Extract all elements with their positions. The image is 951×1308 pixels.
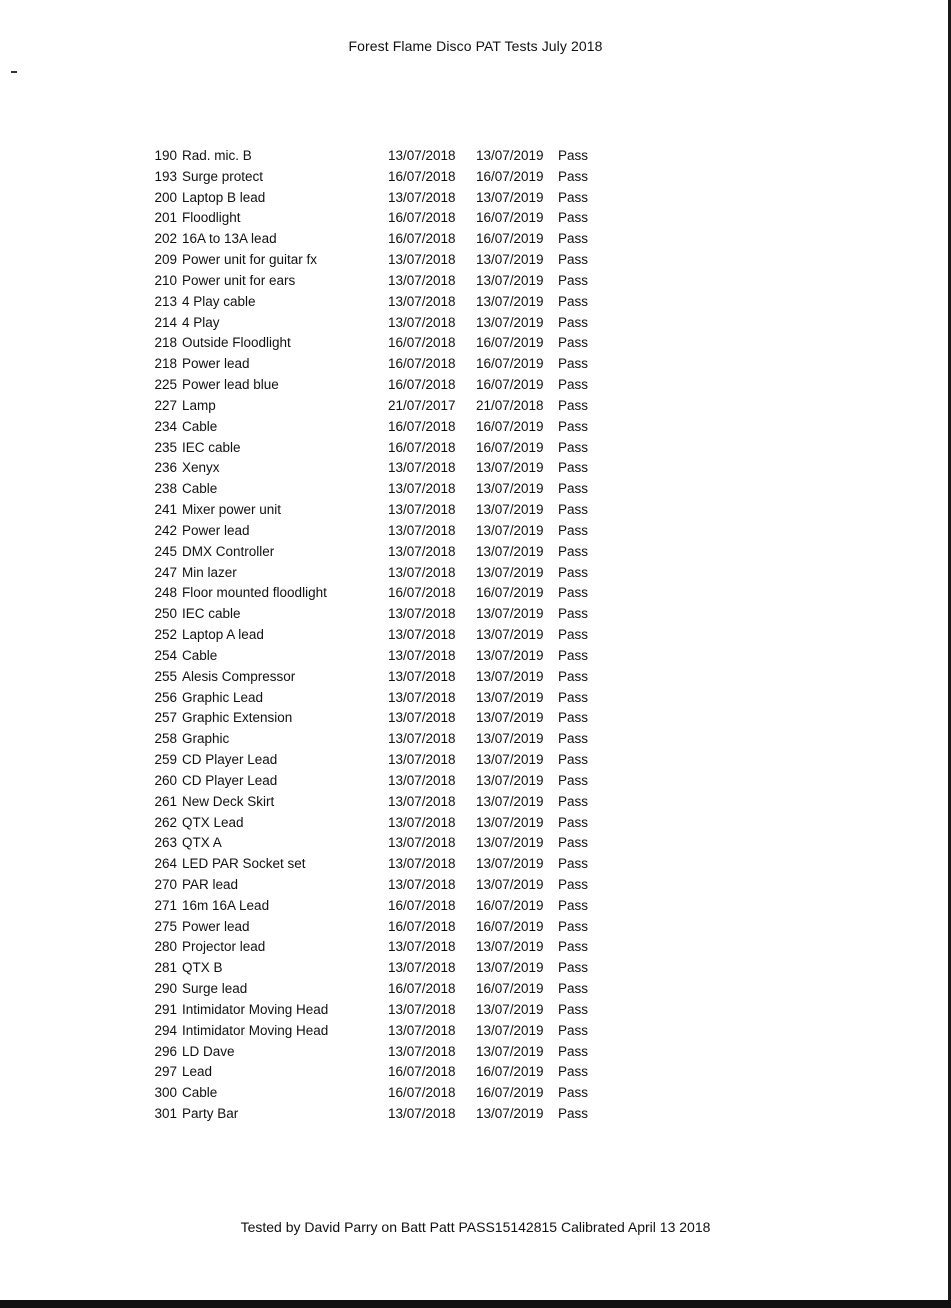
test-date: 13/07/2018 <box>388 689 456 705</box>
table-row <box>0 667 951 688</box>
test-result: Pass <box>558 981 589 997</box>
test-date: 13/07/2018 <box>388 272 456 288</box>
retest-date: 13/07/2019 <box>476 772 544 788</box>
item-number: 209 <box>154 252 177 268</box>
item-number: 261 <box>154 793 177 809</box>
item-name: Party Bar <box>182 1106 239 1122</box>
table-row <box>0 354 951 375</box>
test-result: Pass <box>558 314 589 330</box>
table-row <box>0 438 951 459</box>
test-date: 13/07/2018 <box>388 1022 456 1038</box>
table-row <box>0 542 951 563</box>
item-number: 190 <box>154 148 177 163</box>
table-row <box>0 583 951 604</box>
item-number: 264 <box>154 856 177 872</box>
test-date: 16/07/2018 <box>388 439 456 455</box>
test-result: Pass <box>558 564 589 580</box>
retest-date: 13/07/2019 <box>476 481 544 497</box>
item-name: Alesis Compressor <box>182 668 296 684</box>
item-name: Graphic Extension <box>182 710 293 726</box>
item-number: 257 <box>154 710 177 726</box>
item-name: Cable <box>182 418 218 434</box>
test-date: 13/07/2018 <box>388 710 456 726</box>
table-row <box>0 771 951 792</box>
test-result: Pass <box>558 1064 589 1080</box>
retest-date: 16/07/2019 <box>476 231 544 247</box>
table-row <box>0 604 951 625</box>
scan-mark <box>11 71 17 73</box>
table-row <box>0 396 951 417</box>
test-result: Pass <box>558 418 589 434</box>
item-number: 193 <box>154 168 177 184</box>
test-date: 13/07/2018 <box>388 856 456 872</box>
test-result: Pass <box>558 876 589 892</box>
test-result: Pass <box>558 1085 589 1101</box>
table-row <box>0 792 951 813</box>
item-number: 296 <box>154 1043 177 1059</box>
item-name: DMX Controller <box>182 543 275 559</box>
table-row <box>0 917 951 938</box>
test-result: Pass <box>558 481 589 497</box>
table-row <box>0 1042 951 1063</box>
table-row <box>0 896 951 917</box>
item-name: Min lazer <box>182 564 237 580</box>
test-result: Pass <box>558 814 589 830</box>
item-number: 297 <box>154 1064 177 1080</box>
test-date: 16/07/2018 <box>388 210 456 226</box>
test-result: Pass <box>558 668 589 684</box>
test-result: Pass <box>558 1106 589 1122</box>
test-result: Pass <box>558 752 589 768</box>
table-row <box>0 958 951 979</box>
test-date: 13/07/2018 <box>388 752 456 768</box>
item-number: 200 <box>154 189 177 205</box>
test-date: 16/07/2018 <box>388 418 456 434</box>
table-row <box>0 563 951 584</box>
item-number: 225 <box>154 377 177 393</box>
retest-date: 13/07/2019 <box>476 647 544 663</box>
item-number: 270 <box>154 876 177 892</box>
table-row <box>0 1104 951 1125</box>
test-date: 16/07/2018 <box>388 377 456 393</box>
table-row <box>0 521 951 542</box>
test-result: Pass <box>558 772 589 788</box>
test-date: 13/07/2018 <box>388 731 456 747</box>
test-date: 16/07/2018 <box>388 335 456 351</box>
table-row <box>0 937 951 958</box>
item-number: 201 <box>154 210 177 226</box>
item-name: QTX B <box>182 960 223 976</box>
item-number: 235 <box>154 439 177 455</box>
table-row <box>0 188 951 209</box>
test-date: 13/07/2018 <box>388 627 456 643</box>
test-date: 16/07/2018 <box>388 231 456 247</box>
item-name: Power lead <box>182 522 250 538</box>
test-date: 13/07/2018 <box>388 835 456 851</box>
item-name: Laptop A lead <box>182 627 264 643</box>
table-row <box>0 292 951 313</box>
test-result: Pass <box>558 918 589 934</box>
test-date: 13/07/2018 <box>388 543 456 559</box>
table-row <box>0 708 951 729</box>
table-row <box>0 271 951 292</box>
retest-date: 13/07/2019 <box>476 689 544 705</box>
item-number: 275 <box>154 918 177 934</box>
retest-date: 13/07/2019 <box>476 793 544 809</box>
item-name: Floodlight <box>182 210 241 226</box>
item-name: 16m 16A Lead <box>182 897 270 913</box>
item-number: 252 <box>154 627 177 643</box>
table-row <box>0 813 951 834</box>
table-row <box>0 625 951 646</box>
test-date: 13/07/2018 <box>388 314 456 330</box>
test-date: 13/07/2018 <box>388 1106 456 1122</box>
test-date: 13/07/2018 <box>388 252 456 268</box>
test-result: Pass <box>558 231 589 247</box>
retest-date: 13/07/2019 <box>476 148 544 163</box>
item-name: Lamp <box>182 397 216 413</box>
table-row <box>0 333 951 354</box>
test-date: 16/07/2018 <box>388 1064 456 1080</box>
retest-date: 16/07/2019 <box>476 585 544 601</box>
table-row <box>0 417 951 438</box>
test-date: 13/07/2018 <box>388 148 456 163</box>
test-result: Pass <box>558 835 589 851</box>
test-date: 16/07/2018 <box>388 356 456 372</box>
test-date: 13/07/2018 <box>388 502 456 518</box>
test-result: Pass <box>558 960 589 976</box>
item-name: Floor mounted floodlight <box>182 585 327 601</box>
retest-date: 13/07/2019 <box>476 668 544 684</box>
table-row <box>0 833 951 854</box>
retest-date: 13/07/2019 <box>476 627 544 643</box>
item-number: 301 <box>154 1106 177 1122</box>
retest-date: 16/07/2019 <box>476 168 544 184</box>
test-date: 13/07/2018 <box>388 939 456 955</box>
item-number: 271 <box>154 897 177 913</box>
item-name: Cable <box>182 647 218 663</box>
item-number: 248 <box>154 585 177 601</box>
footer-note: Tested by David Parry on Batt Patt PASS15142815 Calibrated April 13 2018 <box>240 1219 711 1235</box>
test-result: Pass <box>558 731 589 747</box>
test-result: Pass <box>558 543 589 559</box>
retest-date: 13/07/2019 <box>476 856 544 872</box>
test-date: 13/07/2018 <box>388 793 456 809</box>
retest-date: 13/07/2019 <box>476 960 544 976</box>
retest-date: 13/07/2019 <box>476 293 544 309</box>
item-number: 202 <box>154 231 177 247</box>
test-result: Pass <box>558 293 589 309</box>
item-name: Power unit for ears <box>182 272 296 288</box>
test-result: Pass <box>558 210 589 226</box>
table-row <box>0 1062 951 1083</box>
table-row <box>0 313 951 334</box>
item-name: New Deck Skirt <box>182 793 275 809</box>
test-date: 13/07/2018 <box>388 1043 456 1059</box>
item-name: Cable <box>182 1085 218 1101</box>
test-result: Pass <box>558 189 589 205</box>
item-number: 262 <box>154 814 177 830</box>
test-date: 13/07/2018 <box>388 481 456 497</box>
item-name: 16A to 13A lead <box>182 231 277 247</box>
pat-test-list <box>0 146 951 1125</box>
test-result: Pass <box>558 460 589 476</box>
scan-edge-bottom <box>0 1300 951 1308</box>
test-result: Pass <box>558 627 589 643</box>
test-result: Pass <box>558 168 589 184</box>
table-row <box>0 854 951 875</box>
retest-date: 13/07/2019 <box>476 272 544 288</box>
retest-date: 16/07/2019 <box>476 418 544 434</box>
retest-date: 13/07/2019 <box>476 939 544 955</box>
test-result: Pass <box>558 793 589 809</box>
table-row <box>0 458 951 479</box>
retest-date: 13/07/2019 <box>476 189 544 205</box>
retest-date: 13/07/2019 <box>476 876 544 892</box>
item-name: Mixer power unit <box>182 502 282 518</box>
table-row <box>0 500 951 521</box>
test-date: 16/07/2018 <box>388 1085 456 1101</box>
retest-date: 16/07/2019 <box>476 377 544 393</box>
retest-date: 16/07/2019 <box>476 1085 544 1101</box>
retest-date: 13/07/2019 <box>476 835 544 851</box>
item-name: Lead <box>182 1064 213 1080</box>
item-number: 258 <box>154 731 177 747</box>
item-name: Power lead <box>182 356 250 372</box>
table-row <box>0 229 951 250</box>
item-number: 236 <box>154 460 177 476</box>
test-date: 13/07/2018 <box>388 460 456 476</box>
test-date: 13/07/2018 <box>388 814 456 830</box>
item-name: IEC cable <box>182 439 241 455</box>
item-name: LED PAR Socket set <box>182 856 306 872</box>
test-result: Pass <box>558 689 589 705</box>
test-date: 16/07/2018 <box>388 168 456 184</box>
table-row <box>0 167 951 188</box>
retest-date: 13/07/2019 <box>476 752 544 768</box>
item-number: 254 <box>154 647 177 663</box>
test-date: 13/07/2018 <box>388 564 456 580</box>
item-name: PAR lead <box>182 876 239 892</box>
test-date: 16/07/2018 <box>388 981 456 997</box>
test-result: Pass <box>558 272 589 288</box>
item-number: 245 <box>154 543 177 559</box>
retest-date: 13/07/2019 <box>476 314 544 330</box>
retest-date: 13/07/2019 <box>476 564 544 580</box>
page-title: Forest Flame Disco PAT Tests July 2018 <box>348 38 603 54</box>
item-number: 259 <box>154 752 177 768</box>
item-number: 260 <box>154 772 177 788</box>
test-result: Pass <box>558 647 589 663</box>
test-date: 13/07/2018 <box>388 960 456 976</box>
item-name: Graphic Lead <box>182 689 264 705</box>
item-number: 218 <box>154 356 177 372</box>
table-row <box>0 479 951 500</box>
table-row <box>0 1000 951 1021</box>
item-number: 238 <box>154 481 177 497</box>
table-row <box>0 729 951 750</box>
retest-date: 13/07/2019 <box>476 1043 544 1059</box>
test-date: 13/07/2018 <box>388 1001 456 1017</box>
test-result: Pass <box>558 252 589 268</box>
test-date: 13/07/2018 <box>388 522 456 538</box>
item-name: 4 Play cable <box>182 293 256 309</box>
item-number: 263 <box>154 835 177 851</box>
table-row <box>0 146 951 167</box>
test-result: Pass <box>558 397 589 413</box>
retest-date: 16/07/2019 <box>476 918 544 934</box>
item-number: 234 <box>154 418 177 434</box>
test-result: Pass <box>558 502 589 518</box>
item-name: Power lead <box>182 918 250 934</box>
retest-date: 16/07/2019 <box>476 335 544 351</box>
item-number: 213 <box>154 293 177 309</box>
item-name: LD Dave <box>182 1043 235 1059</box>
item-name: CD Player Lead <box>182 752 278 768</box>
test-result: Pass <box>558 939 589 955</box>
test-date: 13/07/2018 <box>388 772 456 788</box>
item-name: Outside Floodlight <box>182 335 291 351</box>
item-number: 247 <box>154 564 177 580</box>
retest-date: 13/07/2019 <box>476 814 544 830</box>
test-result: Pass <box>558 897 589 913</box>
test-result: Pass <box>558 1001 589 1017</box>
test-result: Pass <box>558 606 589 622</box>
item-number: 290 <box>154 981 177 997</box>
item-name: QTX Lead <box>182 814 244 830</box>
item-name: QTX A <box>182 835 222 851</box>
retest-date: 13/07/2019 <box>476 252 544 268</box>
item-number: 256 <box>154 689 177 705</box>
item-name: Intimidator Moving Head <box>182 1022 329 1038</box>
table-row <box>0 375 951 396</box>
retest-date: 13/07/2019 <box>476 731 544 747</box>
item-name: 4 Play <box>182 314 220 330</box>
item-number: 218 <box>154 335 177 351</box>
test-date: 13/07/2018 <box>388 189 456 205</box>
table-row <box>0 1083 951 1104</box>
item-number: 280 <box>154 939 177 955</box>
item-number: 300 <box>154 1085 177 1101</box>
retest-date: 16/07/2019 <box>476 981 544 997</box>
retest-date: 13/07/2019 <box>476 502 544 518</box>
retest-date: 13/07/2019 <box>476 710 544 726</box>
retest-date: 13/07/2019 <box>476 606 544 622</box>
item-name: CD Player Lead <box>182 772 278 788</box>
test-result: Pass <box>558 148 589 163</box>
test-result: Pass <box>558 356 589 372</box>
item-name: Rad. mic. B <box>182 148 252 163</box>
table-row <box>0 688 951 709</box>
retest-date: 13/07/2019 <box>476 522 544 538</box>
test-date: 13/07/2018 <box>388 876 456 892</box>
retest-date: 13/07/2019 <box>476 1022 544 1038</box>
item-name: Xenyx <box>182 460 220 476</box>
test-date: 16/07/2018 <box>388 585 456 601</box>
table-row <box>0 875 951 896</box>
test-result: Pass <box>558 377 589 393</box>
retest-date: 13/07/2019 <box>476 1001 544 1017</box>
item-number: 250 <box>154 606 177 622</box>
item-name: Power lead blue <box>182 377 279 393</box>
test-result: Pass <box>558 710 589 726</box>
test-date: 13/07/2018 <box>388 647 456 663</box>
test-date: 13/07/2018 <box>388 606 456 622</box>
item-name: Laptop B lead <box>182 189 266 205</box>
retest-date: 21/07/2018 <box>476 397 544 413</box>
item-number: 210 <box>154 272 177 288</box>
table-row <box>0 1021 951 1042</box>
item-name: Surge protect <box>182 168 264 184</box>
table-row <box>0 750 951 771</box>
item-name: Intimidator Moving Head <box>182 1001 329 1017</box>
table-row <box>0 646 951 667</box>
item-name: Power unit for guitar fx <box>182 252 318 268</box>
item-number: 214 <box>154 314 177 330</box>
test-date: 13/07/2018 <box>388 293 456 309</box>
retest-date: 16/07/2019 <box>476 897 544 913</box>
item-number: 291 <box>154 1001 177 1017</box>
item-name: IEC cable <box>182 606 241 622</box>
test-result: Pass <box>558 585 589 601</box>
retest-date: 16/07/2019 <box>476 356 544 372</box>
test-result: Pass <box>558 1043 589 1059</box>
retest-date: 16/07/2019 <box>476 210 544 226</box>
item-name: Projector lead <box>182 939 266 955</box>
test-result: Pass <box>558 335 589 351</box>
retest-date: 16/07/2019 <box>476 1064 544 1080</box>
test-date: 21/07/2017 <box>388 397 456 413</box>
item-number: 241 <box>154 502 177 518</box>
item-name: Graphic <box>182 731 230 747</box>
item-name: Cable <box>182 481 218 497</box>
test-result: Pass <box>558 1022 589 1038</box>
retest-date: 13/07/2019 <box>476 543 544 559</box>
test-result: Pass <box>558 856 589 872</box>
item-number: 242 <box>154 522 177 538</box>
table-row <box>0 979 951 1000</box>
item-number: 281 <box>154 960 177 976</box>
retest-date: 13/07/2019 <box>476 460 544 476</box>
retest-date: 16/07/2019 <box>476 439 544 455</box>
item-number: 227 <box>154 397 177 413</box>
table-row <box>0 250 951 271</box>
retest-date: 13/07/2019 <box>476 1106 544 1122</box>
item-name: Surge lead <box>182 981 248 997</box>
test-date: 13/07/2018 <box>388 668 456 684</box>
test-result: Pass <box>558 522 589 538</box>
test-date: 16/07/2018 <box>388 918 456 934</box>
test-result: Pass <box>558 439 589 455</box>
item-number: 294 <box>154 1022 177 1038</box>
item-number: 255 <box>154 668 177 684</box>
test-date: 16/07/2018 <box>388 897 456 913</box>
table-row <box>0 208 951 229</box>
